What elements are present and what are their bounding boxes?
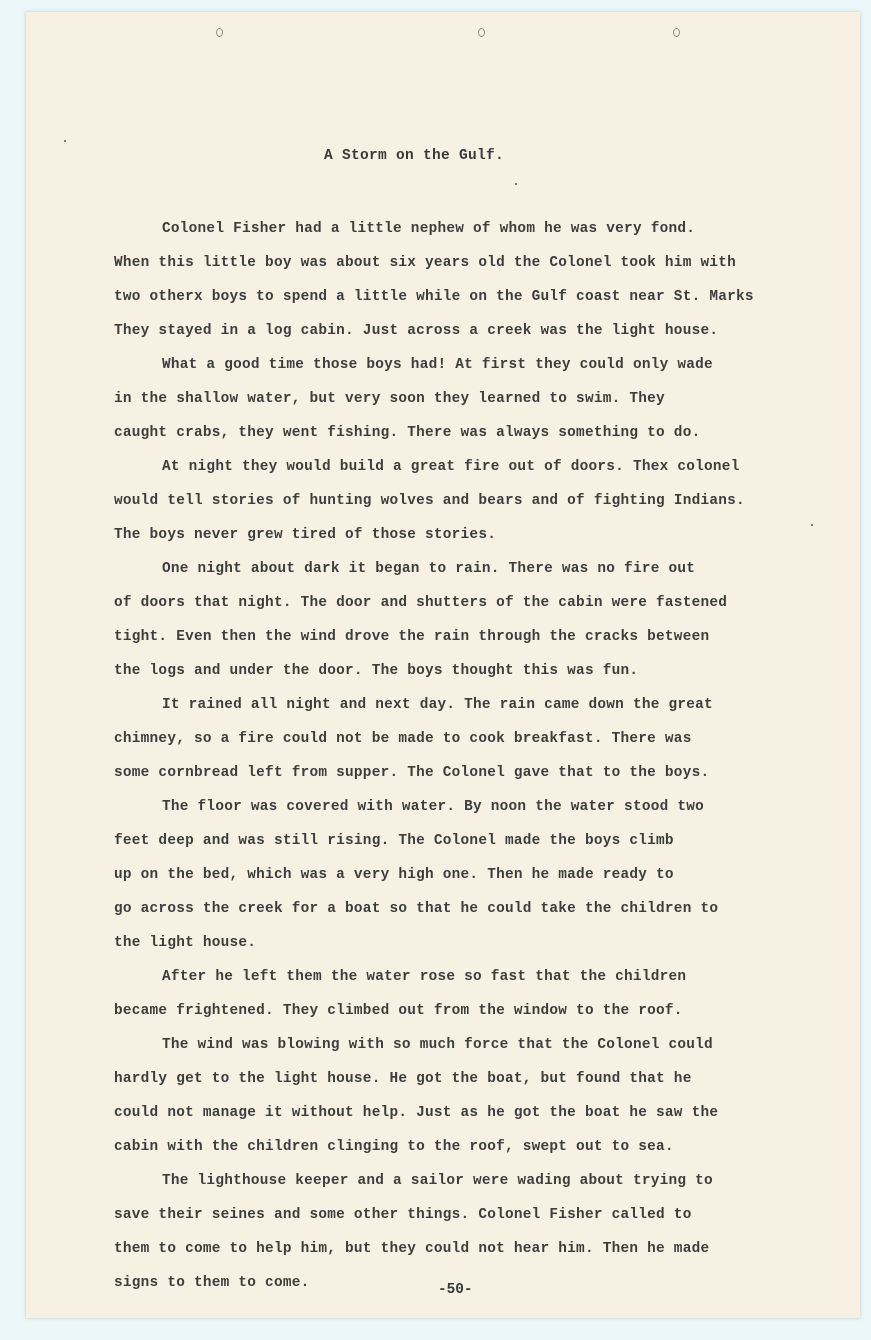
text-line: One night about dark it began to rain. There was no fire out bbox=[162, 561, 696, 577]
text-line: would tell stories of hunting wolves and bears and of fighting Indians. bbox=[114, 493, 745, 509]
document-body bbox=[114, 212, 854, 1300]
punch-hole bbox=[216, 28, 223, 37]
text-line: save their seines and some other things. Colonel Fisher called to bbox=[114, 1207, 692, 1223]
text-line: the light house. bbox=[114, 935, 257, 951]
text-line: cabin with the children clinging to the roof, swept out to sea. bbox=[114, 1139, 674, 1155]
page-number: -50- bbox=[438, 1282, 473, 1298]
text-line: in the shallow water, but very soon they learned to swim. They bbox=[114, 391, 665, 407]
text-line: two otherx boys to spend a little while on the Gulf coast near St. Marks bbox=[114, 289, 754, 305]
text-line: signs to them to come. bbox=[114, 1275, 310, 1291]
document-title: A Storm on the Gulf. bbox=[324, 148, 505, 164]
punch-hole bbox=[673, 28, 680, 37]
text-line: hardly get to the light house. He got the boat, but found that he bbox=[114, 1071, 692, 1087]
text-line: After he left them the water rose so fast that the children bbox=[162, 969, 687, 985]
text-line: go across the creek for a boat so that he could take the children to bbox=[114, 901, 719, 917]
text-line: The boys never grew tired of those stories. bbox=[114, 527, 497, 543]
text-line: Colonel Fisher had a little nephew of whom he was very fond. bbox=[162, 221, 696, 237]
text-line: The wind was blowing with so much force that the Colonel could bbox=[162, 1037, 713, 1053]
paper-speck bbox=[515, 183, 517, 185]
text-line: them to come to help him, but they could not hear him. Then he made bbox=[114, 1241, 710, 1257]
text-line: At night they would build a great fire out of doors. Thex colonel bbox=[162, 459, 740, 475]
text-line: became frightened. They climbed out from the window to the roof. bbox=[114, 1003, 683, 1019]
text-line: What a good time those boys had! At first they could only wade bbox=[162, 357, 713, 373]
text-line: some cornbread left from supper. The Colonel gave that to the boys. bbox=[114, 765, 710, 781]
text-line: The lighthouse keeper and a sailor were wading about trying to bbox=[162, 1173, 713, 1189]
text-line: It rained all night and next day. The rain came down the great bbox=[162, 697, 713, 713]
text-line: tight. Even then the wind drove the rain through the cracks between bbox=[114, 629, 710, 645]
text-line: of doors that night. The door and shutters of the cabin were fastened bbox=[114, 595, 728, 611]
document-page bbox=[26, 12, 860, 1318]
text-line: When this little boy was about six years old the Colonel took him with bbox=[114, 255, 737, 271]
text-line: The floor was covered with water. By noon the water stood two bbox=[162, 799, 705, 815]
text-line: They stayed in a log cabin. Just across a creek was the light house. bbox=[114, 323, 719, 339]
text-line: could not manage it without help. Just as he got the boat he saw the bbox=[114, 1105, 719, 1121]
text-line: up on the bed, which was a very high one. Then he made ready to bbox=[114, 867, 674, 883]
paper-speck bbox=[64, 140, 66, 142]
text-line: the logs and under the door. The boys thought this was fun. bbox=[114, 663, 639, 679]
text-line: caught crabs, they went fishing. There was always something to do. bbox=[114, 425, 701, 441]
text-line: feet deep and was still rising. The Colonel made the boys climb bbox=[114, 833, 674, 849]
text-line: chimney, so a fire could not be made to cook breakfast. There was bbox=[114, 731, 692, 747]
punch-hole bbox=[478, 28, 485, 37]
